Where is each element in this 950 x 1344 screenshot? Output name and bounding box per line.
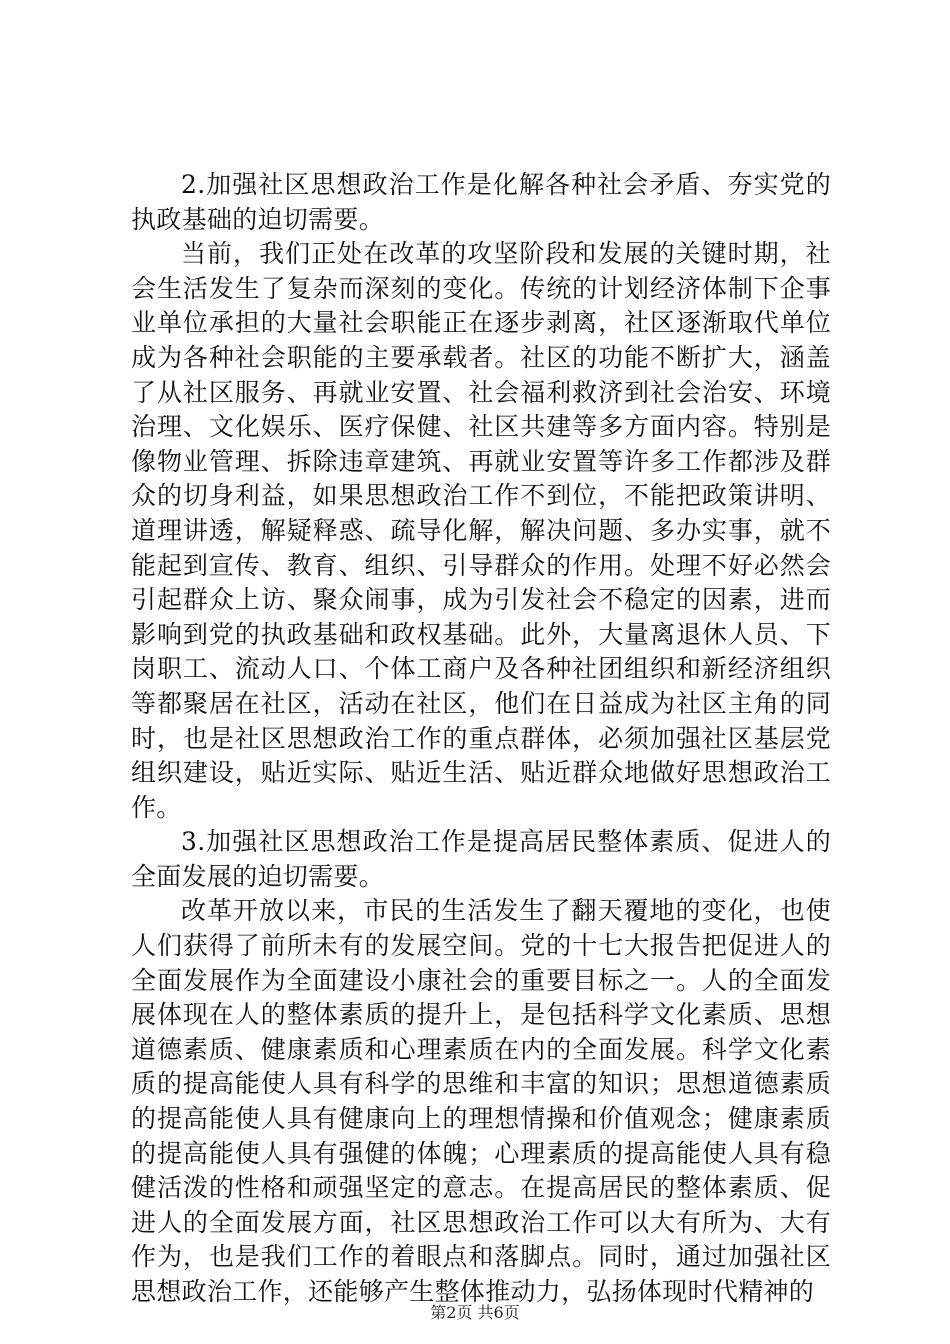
body-paragraph: 改革开放以来，市民的生活发生了翻天覆地的变化，也使人们获得了前所未有的发展空间。党的十七大报告把促进人的全面发展作为全面建设小康社会的重要目标之一。人的全面发展体现在人的整体素质的提升上，是包括科学文化素质、思想道德素质、健康素质和心理素质在内的全面发展。科学文化素质的提高能使人具有科学的思维和丰富的知识；思想道德素质的提高能使人具有健康向上的理想情操和价值观念；健康素质的提高能使人具有强健的体魄；心理素质的提高能使人具有稳健活泼的性格和顽强坚定的意志。在提高居民的整体素质、促进人的全面发展方面，社区思想政治工作可以大有所为、大有作为，也是我们工作的着眼点和落脚点。同时，通过加强社区思想政治工作，还能够产生整体推动力，弘扬体现时代精神的	[131, 896, 831, 1306]
section-heading-2: 2.加强社区思想政治工作是化解各种社会矛盾、夯实党的执政基础的迫切需要。	[131, 170, 831, 234]
section-heading-3: 3.加强社区思想政治工作是提高居民整体素质、促进人的全面发展的迫切需要。	[131, 827, 831, 891]
page-footer: 第2页 共6页	[430, 1303, 520, 1322]
document-body	[131, 168, 831, 1310]
body-paragraph: 当前，我们正处在改革的攻坚阶段和发展的关键时期，社会生活发生了复杂而深刻的变化。传统的计划经济体制下企事业单位承担的大量社会职能正在逐步剥离，社区逐渐取代单位成为各种社会职能的主要承载者。社区的功能不断扩大，涵盖了从社区服务、再就业安置、社会福利救济到社会治安、环境治理、文化娱乐、医疗保健、社区共建等多方面内容。特别是像物业管理、拆除违章建筑、再就业安置等许多工作都涉及群众的切身利益，如果思想政治工作不到位，不能把政策讲明、道理讲透，解疑释惑、疏导化解，解决问题、多办实事，就不能起到宣传、教育、组织、引导群众的作用。处理不好必然会引起群众上访、聚众闹事，成为引发社会不稳定的因素，进而影响到党的执政基础和政权基础。此外，大量离退休人员、下岗职工、流动人口、个体工商户及各种社团组织和新经济组织等都聚居在社区，活动在社区，他们在日益成为社区主角的同时，也是社区思想政治工作的重点群体，必须加强社区基层党组织建设，贴近实际、贴近生活、贴近群众地做好思想政治工作。	[131, 239, 831, 822]
